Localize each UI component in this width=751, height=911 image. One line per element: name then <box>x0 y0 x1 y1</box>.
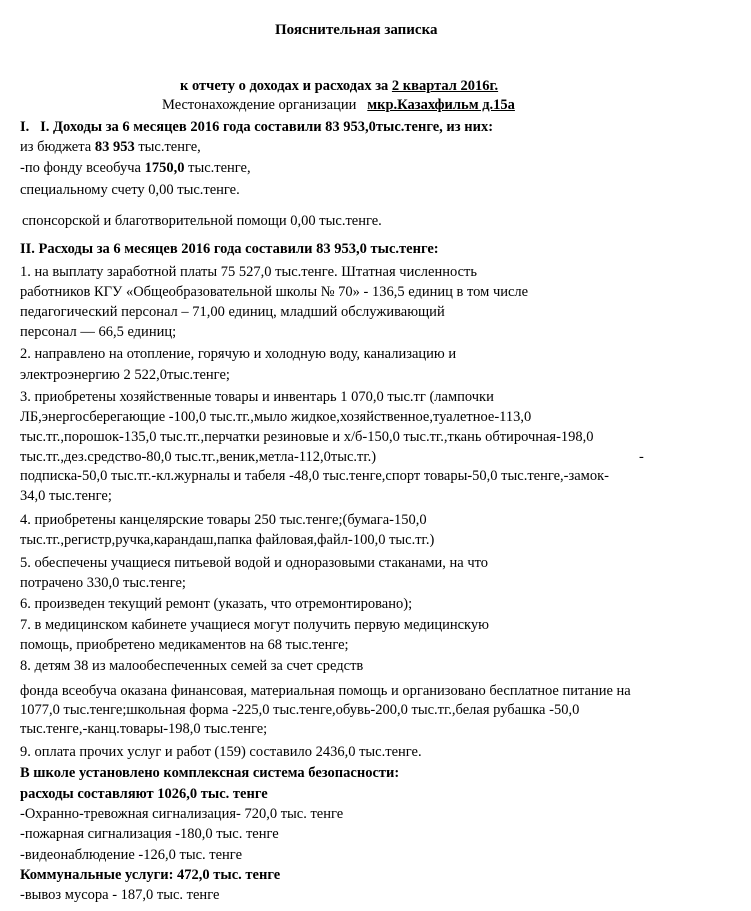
security-total: расходы составляют 1026,0 тыс. тенге <box>20 786 268 802</box>
fund-suffix: тыс.тенге, <box>184 160 251 176</box>
expense-line: тыс.тг.,порошок-135,0 тыс.тг.,перчатки резиновые и х/б-150,0 тыс.тг.,ткань обтирочная-198,0 <box>20 429 594 445</box>
expense-line: тыс.тг.,дез.средство-80,0 тыс.тг.,веник,метла-112,0тыс.тг.) <box>20 449 377 465</box>
expense-line: потрачено 330,0 тыс.тенге; <box>20 575 186 591</box>
utilities-item: -вывоз мусора - 187,0 тыс. тенге <box>20 887 220 903</box>
budget-suffix: тыс.тенге, <box>134 139 201 155</box>
expense-line: 7. в медицинском кабинете учащиеся могут получить первую медицинскую <box>20 617 489 633</box>
location-line <box>162 96 515 114</box>
expense-line: педагогический персонал – 71,00 единиц, младший обслуживающий <box>20 304 445 320</box>
expense-line: 8. детям 38 из малообеспеченных семей за счет средств <box>20 658 364 674</box>
expense-line: - <box>639 449 644 465</box>
income-sponsor: спонсорской и благотворительной помощи 0,00 тыс.тенге. <box>22 213 382 229</box>
expense-line: работников КГУ «Общеобразовательной школы № 70» - 136,5 единиц в том числе <box>20 284 529 300</box>
security-item: -видеонаблюдение -126,0 тыс. тенге <box>20 847 243 863</box>
income-heading <box>20 118 493 136</box>
utilities-heading: Коммунальные услуги: 472,0 тыс. тенге <box>20 867 281 883</box>
location-value: мкр.Казахфильм д.15а <box>367 97 515 113</box>
report-prefix: к отчету о доходах и расходах за <box>180 78 392 94</box>
document-title: Пояснительная записка <box>275 22 438 38</box>
expense-line: персонал — 66,5 единиц; <box>20 324 177 340</box>
expenses-heading: II. Расходы за 6 месяцев 2016 года составили 83 953,0 тыс.тенге: <box>20 241 439 257</box>
income-special: специальному счету 0,00 тыс.тенге. <box>20 182 240 198</box>
expense-line: 9. оплата прочих услуг и работ (159) составило 2436,0 тыс.тенге. <box>20 744 422 760</box>
expense-line: 4. приобретены канцелярские товары 250 тыс.тенге;(бумага-150,0 <box>20 512 427 528</box>
expense-line: 5. обеспечены учащиеся питьевой водой и одноразовыми стаканами, на что <box>20 555 489 571</box>
security-heading: В школе установлено комплексная система безопасности: <box>20 765 400 781</box>
expense-line: тыс.тенге,-канц.товары-198,0 тыс.тенге; <box>20 721 268 737</box>
budget-prefix: из бюджета <box>20 139 95 155</box>
security-item: -пожарная сигнализация -180,0 тыс. тенге <box>20 826 279 842</box>
expense-line: 2. направлено на отопление, горячую и холодную воду, канализацию и <box>20 346 457 362</box>
expense-line: фонда всеобуча оказана финансовая, материальная помощь и организовано бесплатное питание на <box>20 683 631 699</box>
expense-line: помощь, приобретено медикаментов на 68 тыс.тенге; <box>20 637 349 653</box>
location-label: Местонахождение организации <box>162 97 357 113</box>
fund-prefix: -по фонду всеобуча <box>20 160 145 176</box>
security-item: -Охранно-тревожная сигнализация- 720,0 тыс. тенге <box>20 806 344 822</box>
report-subtitle <box>180 77 498 95</box>
expense-line: тыс.тг.,регистр,ручка,карандаш,папка файловая,файл-100,0 тыс.тг.) <box>20 532 435 548</box>
income-heading-text: I. Доходы за 6 месяцев 2016 года составили 83 953,0тыс.тенге, из них: <box>40 119 494 135</box>
expense-line: 6. произведен текущий ремонт (указать, что отремонтировано); <box>20 596 413 612</box>
expense-line: ЛБ,энергосберегающие -100,0 тыс.тг.,мыло жидкое,хозяйственное,туалетное-113,0 <box>20 409 532 425</box>
expense-line: 1077,0 тыс.тенге;школьная форма -225,0 тыс.тенге,обувь-200,0 тыс.тг.,белая рубашка -50,0 <box>20 702 580 718</box>
expense-line: 1. на выплату заработной платы 75 527,0 тыс.тенге. Штатная численность <box>20 264 477 280</box>
expense-line: 34,0 тыс.тенге; <box>20 488 112 504</box>
income-roman: I. <box>20 119 30 135</box>
expense-line: подписка-50,0 тыс.тг.-кл.журналы и табеля -48,0 тыс.тенге,спорт товары-50,0 тыс.тенге,-замок- <box>20 468 609 484</box>
report-period: 2 квартал 2016г. <box>391 78 499 94</box>
fund-value: 1750,0 <box>144 160 185 176</box>
income-fund <box>20 159 251 177</box>
budget-value: 83 953 <box>94 139 135 155</box>
income-budget <box>20 138 201 156</box>
expense-line: электроэнергию 2 522,0тыс.тенге; <box>20 367 230 383</box>
expense-line: 3. приобретены хозяйственные товары и инвентарь 1 070,0 тыс.тг (лампочки <box>20 389 494 405</box>
